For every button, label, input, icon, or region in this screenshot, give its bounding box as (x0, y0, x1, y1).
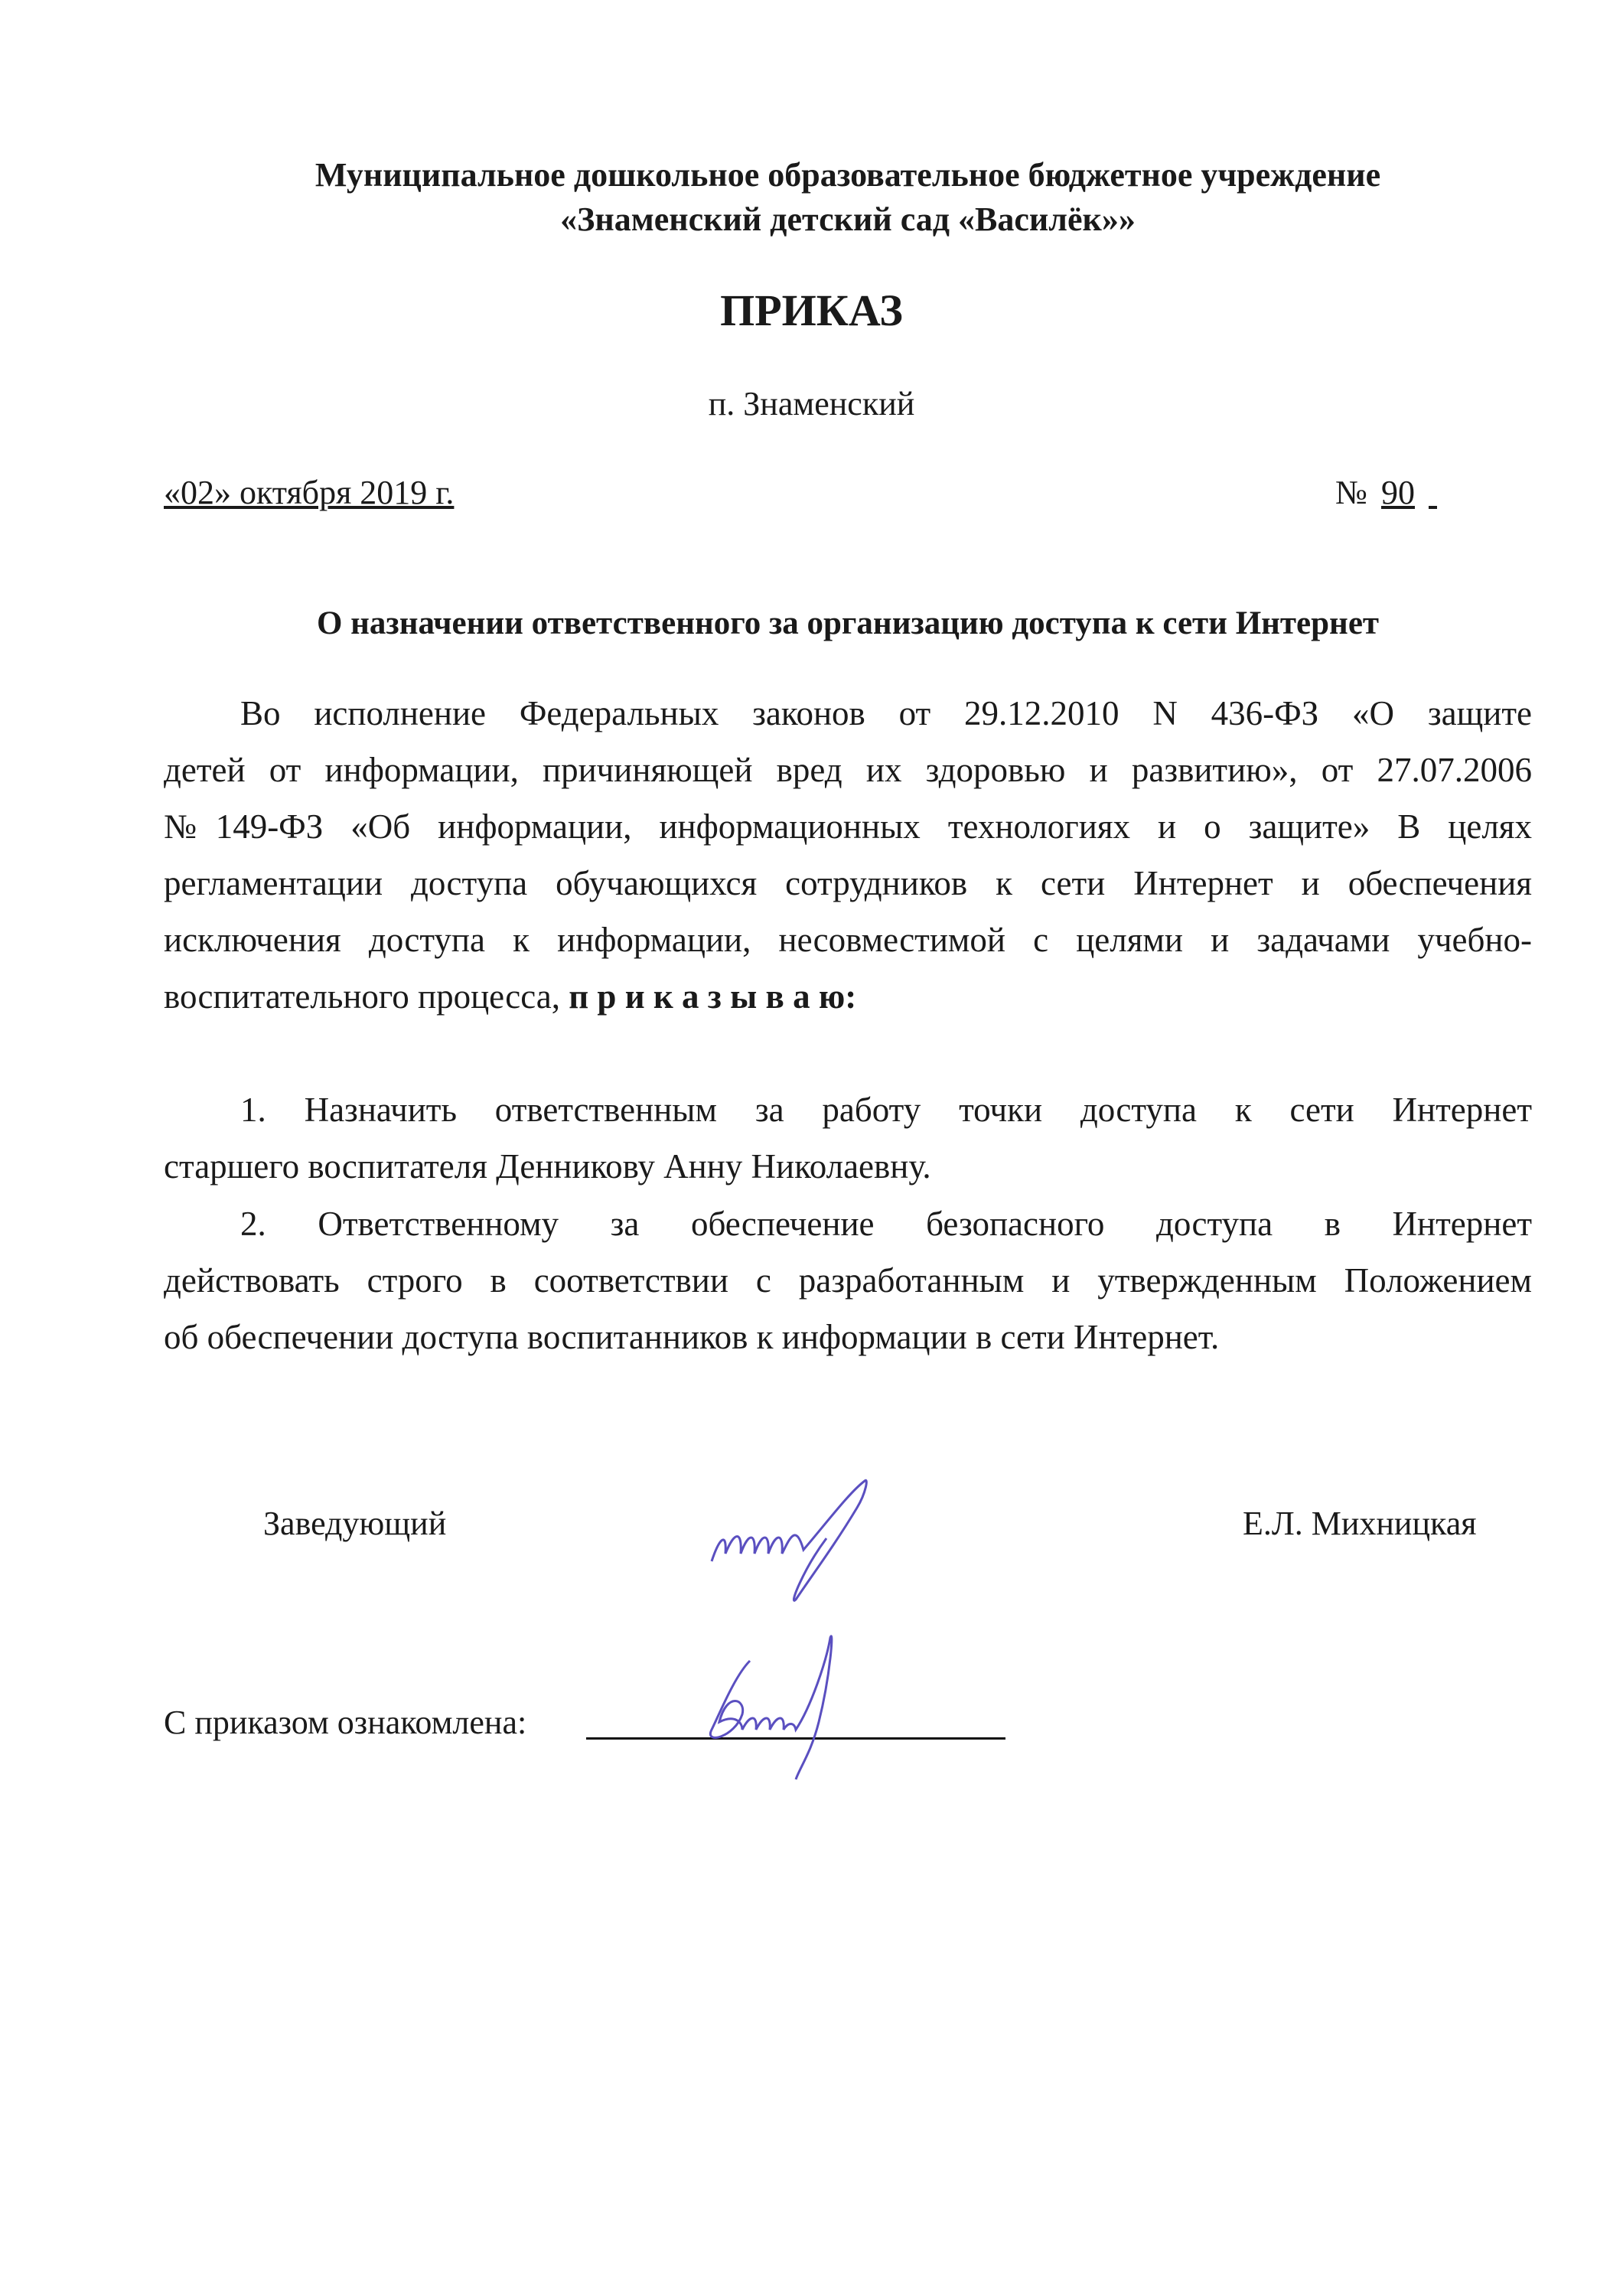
order-word: п р и к а з ы в а ю: (569, 977, 857, 1016)
order-item-1 (164, 1081, 1532, 1195)
text-line: старшего воспитателя Денникову Анну Николаевну. (164, 1147, 931, 1186)
document-type: ПРИКАЗ (720, 285, 903, 335)
text-line: №149-ФЗ «Об информации, информационных технологиях и о защите» В целях (164, 807, 1532, 846)
acknowledgement-signature (689, 1630, 888, 1783)
document-place: п. Знаменский (708, 385, 915, 422)
preamble-paragraph (164, 685, 1532, 1025)
signatory-position: Заведующий (263, 1505, 447, 1542)
acknowledgement-label: С приказом ознакомлена: (164, 1704, 527, 1741)
organization-name-line1: Муниципальное дошкольное образовательное бюджетное учреждение (314, 156, 1381, 194)
order-subject: О назначении ответственного за организацию доступа к сети Интернет (316, 605, 1380, 641)
text-line: регламентации доступа обучающихся сотрудников к сети Интернет и обеспечения (164, 864, 1532, 902)
text-line: действовать строго в соответствии с разработанным и утвержденным Положением (164, 1261, 1532, 1300)
text-fragment: воспитательного процесса, (164, 977, 560, 1016)
order-item-2 (164, 1195, 1532, 1365)
text-line: исключения доступа к информации, несовместимой с целями и задачами учебно- (164, 921, 1532, 959)
signatory-name: Е.Л. Михницкая (1243, 1505, 1477, 1542)
organization-name-line2: «Знаменский детский сад «Василёк»» (560, 201, 1136, 238)
text-line: об обеспечении доступа воспитанников к информации в сети Интернет. (164, 1318, 1220, 1356)
document-number (1335, 473, 1437, 512)
number-value: 90 (1380, 474, 1415, 511)
number-label: № (1335, 474, 1367, 511)
text-line: Во исполнение Федеральных законов от 29.12.2010 N 436-ФЗ «О защите (240, 694, 1532, 732)
organization-header (164, 153, 1532, 242)
text-line: 2. Ответственному за обеспечение безопасного доступа в Интернет (240, 1205, 1532, 1243)
document-date: «02» октября 2019 г. (164, 474, 455, 511)
text-line (164, 968, 1532, 1025)
text-line: 1. Назначить ответственным за работу точки доступа к сети Интернет (240, 1091, 1532, 1129)
text-line: детей от информации, причиняющей вред их здоровью и развитию», от 27.07.2006 (164, 751, 1532, 789)
director-signature (704, 1477, 903, 1607)
